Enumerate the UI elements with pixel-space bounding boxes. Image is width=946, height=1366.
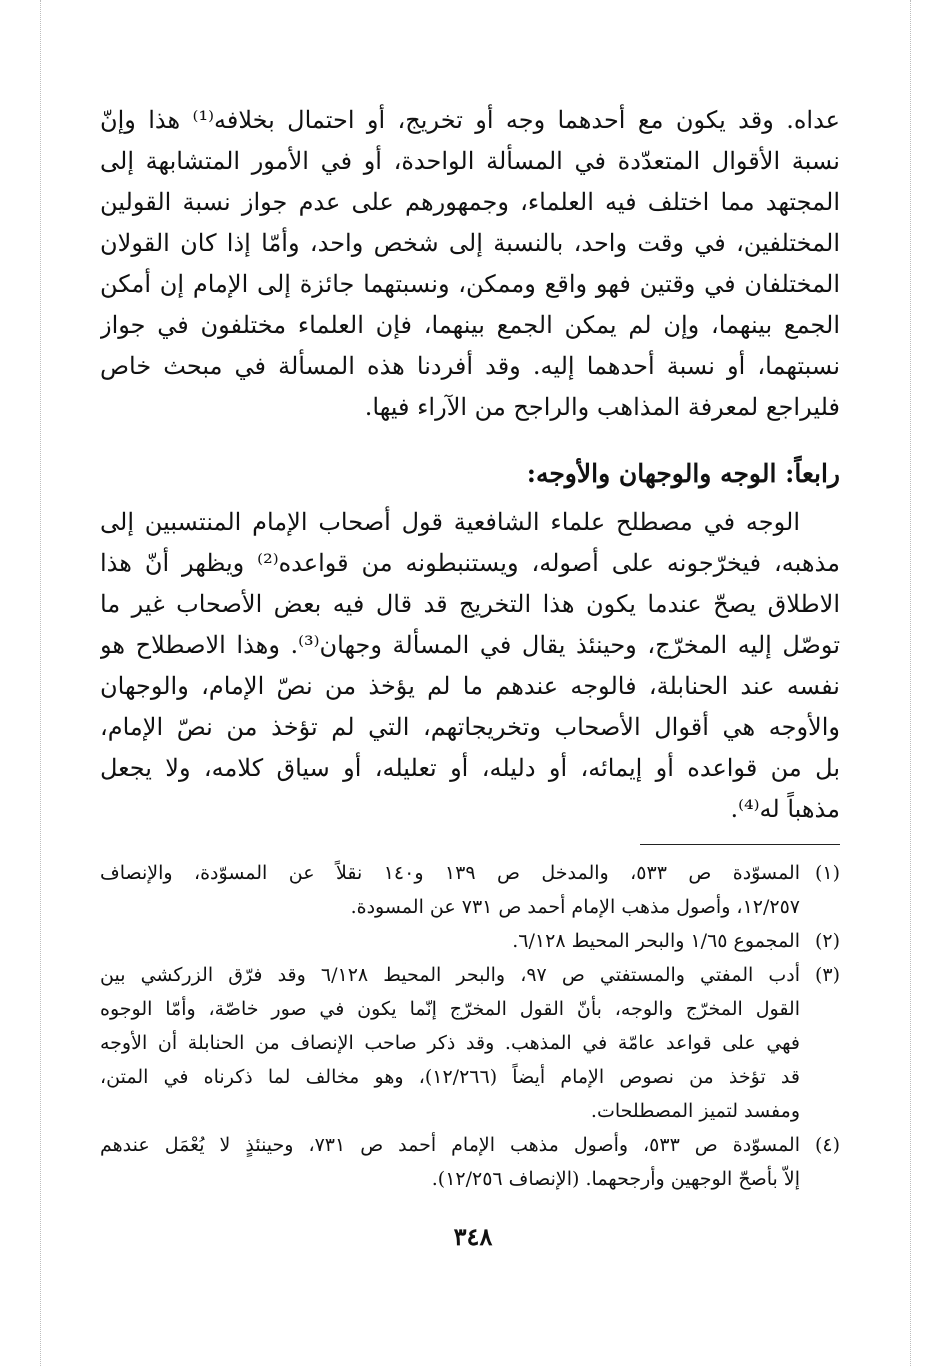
paragraph-2 xyxy=(100,502,840,830)
text-line: عداه. وقد يكون مع أحدهما وجه أو تخريج، أو احتمال بخلافه⁽¹⁾ هذا وإنّ xyxy=(100,106,840,134)
footnote-text: ١٢/٢٥٧، وأصول مذهب الإمام أحمد ص ٧٣١ عن المسودة. xyxy=(350,896,800,918)
footnote-4 xyxy=(100,1128,840,1196)
text-line: الاطلاق يصحّ عندما يكون هذا التخريج قد قال فيه بعض الأصحاب غير ما xyxy=(100,590,840,618)
footnote-text: أدب المفتي والمستفتي ص ٩٧، والبحر المحيط ٦/١٢٨ وقد فرّق الزركشي بين xyxy=(100,964,800,986)
footnote-1 xyxy=(100,856,840,924)
text-line: المجتهد مما اختلف فيه العلماء، وجمهورهم على عدم جواز نسبة القولين xyxy=(100,188,840,216)
text-line: والأوجه هي أقوال الأصحاب وتخريجاتهم، التي لم تؤخذ من نصّ الإمام، xyxy=(100,713,840,741)
footnote-2 xyxy=(100,924,840,958)
section-heading: رابعاً: الوجه والوجهان والأوجه: xyxy=(526,459,840,488)
footnote-text: إلاّ بأصحّ الوجهين وأرجحهما. (الإنصاف ١٢/٢٥٦). xyxy=(431,1168,800,1190)
footnote-text: ومفسد لتميز المصطلحات. xyxy=(590,1100,800,1122)
footnote-text: المسوّدة ص ٥٣٣، والمدخل ص ١٣٩ و١٤٠ نقلاً عن المسوّدة، والإنصاف xyxy=(100,862,800,884)
text-line: المختلفان في وقتين فهو واقع وممكن، ونسبتهما جائزة إلى الإمام إن أمكن xyxy=(100,270,840,298)
text-line: المختلفين، في وقت واحد، بالنسبة إلى شخص واحد، وأمّا إذا كان القولان xyxy=(100,229,840,257)
paragraph-1 xyxy=(100,100,840,428)
section-heading-block xyxy=(100,452,840,496)
text-line: الجمع بينهما، وإن لم يمكن الجمع بينهما، فإن العلماء مختلفون في جواز xyxy=(100,311,840,339)
text-line: الوجه في مصطلح علماء الشافعية قول أصحاب الإمام المنتسبين إلى xyxy=(100,508,800,536)
text-line: مذهبه، فيخرّجونه على أصوله، ويستنبطونه من قواعده⁽²⁾ ويظهر أنّ هذا xyxy=(100,549,840,577)
text-line: نفسه عند الحنابلة، فالوجه عندهم ما لم يؤخذ من نصّ الإمام، والوجهان xyxy=(100,672,840,700)
scan-edge-right xyxy=(910,0,911,1366)
footnote-number: (١) xyxy=(814,862,840,884)
footnotes xyxy=(100,856,840,1196)
footnote-3 xyxy=(100,958,840,1128)
text-line: بل من قواعده أو إيمائه، أو دليله، أو تعليله، أو سياق كلامه، ولا يجعل xyxy=(100,754,840,782)
text-line: فليراجع لمعرفة المذاهب والراجح من الآراء فيها. xyxy=(364,393,840,421)
page-number: ٣٤٨ xyxy=(453,1222,493,1251)
text-line: نسبتهما، أو نسبة أحدهما إليه. وقد أفردنا هذه المسألة في مبحث خاص xyxy=(100,352,840,380)
footnote-text: قد تؤخذ من نصوص الإمام أيضاً (١٢/٢٦٦)، وهو مخالف لما ذكرناه في المتن، xyxy=(100,1066,800,1088)
footnote-number: (٤) xyxy=(814,1134,840,1156)
footnote-text: المسوّدة ص ٥٣٣، وأصول مذهب الإمام أحمد ص ٧٣١، وحينئذٍ لا يُعْمَل عندهم xyxy=(100,1134,800,1156)
footnote-number: (٢) xyxy=(814,930,840,952)
footnote-text: فهي على قواعد عامّة في المذهب. وقد ذكر صاحب الإنصاف من الحنابلة أن الأوجه xyxy=(100,1032,800,1054)
footnote-text: المجموع ١/٦٥ والبحر المحيط ٦/١٢٨. xyxy=(512,930,800,952)
scan-edge-left xyxy=(40,0,41,1366)
footnote-text: القول المخرّج والوجه، بأنّ القول المخرّج إنّما يكون في صور خاصّة، وأمّا الوجوه xyxy=(100,998,800,1020)
footnote-number: (٣) xyxy=(814,964,840,986)
text-line: توصّل إليه المخرّج، وحينئذ يقال في المسألة وجهان⁽³⁾. وهذا الاصطلاح هو xyxy=(100,631,840,659)
text-line: مذهباً له⁽⁴⁾. xyxy=(730,795,840,823)
text-line: نسبة الأقوال المتعدّدة في المسألة الواحدة، أو في الأمور المتشابهة إلى xyxy=(100,147,840,175)
footnote-separator xyxy=(640,844,840,845)
